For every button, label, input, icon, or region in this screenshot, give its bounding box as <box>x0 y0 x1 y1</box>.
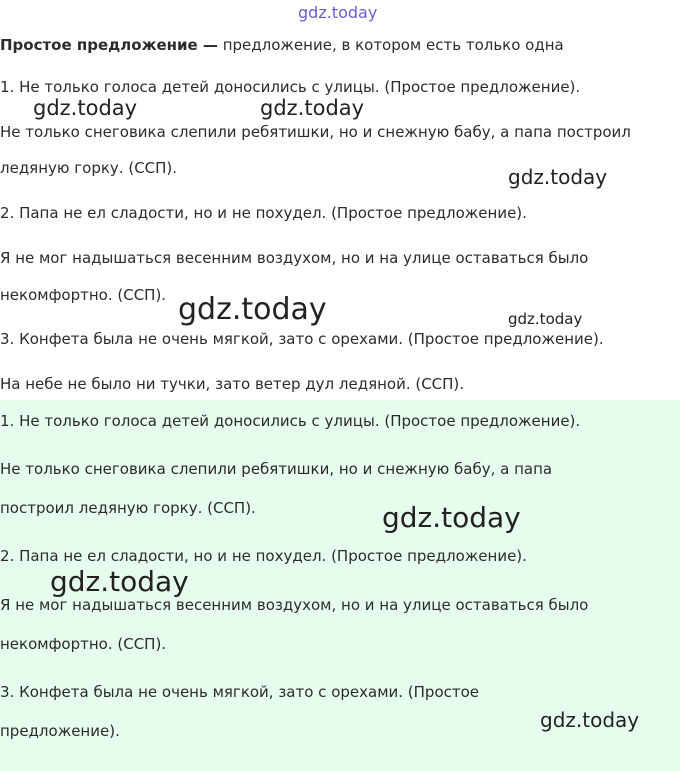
s1-line-2: Не только снеговика слепили ребятишки, но и снежную бабу, а папа построил <box>0 123 631 141</box>
s1-line-6: некомфортно. (ССП). <box>0 286 167 304</box>
definition-term: Простое предложение — <box>0 36 218 54</box>
s2-line-6: некомфортно. (ССП). <box>0 635 167 653</box>
watermark: gdz.today <box>540 708 640 732</box>
s2-line-7: 3. Конфета была не очень мягкой, зато с орехами. (Простое <box>0 683 480 701</box>
watermark: gdz.today <box>178 292 327 327</box>
s1-line-5: Я не мог надышаться весенним воздухом, но и на улице оставаться было <box>0 249 589 267</box>
s2-line-4: 2. Папа не ел сладости, но и не похудел. (Простое предложение). <box>0 547 527 565</box>
s2-line-8: предложение). <box>0 722 120 740</box>
definition-text: предложение, в котором есть только одна <box>222 36 564 54</box>
watermark-top: gdz.today <box>298 3 378 22</box>
watermark: gdz.today <box>50 565 189 598</box>
definition <box>0 35 564 55</box>
s2-line-2: Не только снеговика слепили ребятишки, но и снежную бабу, а папа <box>0 460 553 478</box>
s1-line-8: На небе не было ни тучки, зато ветер дул ледяной. (ССП). <box>0 375 465 393</box>
watermark: gdz.today <box>33 96 138 120</box>
s1-line-3: ледяную горку. (ССП). <box>0 159 178 177</box>
s2-line-3: построил ледяную горку. (ССП). <box>0 499 256 517</box>
watermark: gdz.today <box>260 96 365 120</box>
s1-line-1: 1. Не только голоса детей доносились с улицы. (Простое предложение). <box>0 78 581 96</box>
s1-line-4: 2. Папа не ел сладости, но и не похудел. (Простое предложение). <box>0 204 527 222</box>
watermark: gdz.today <box>382 501 521 534</box>
watermark: gdz.today <box>508 310 583 328</box>
s1-line-7: 3. Конфета была не очень мягкой, зато с орехами. (Простое предложение). <box>0 330 604 348</box>
s2-line-1: 1. Не только голоса детей доносились с улицы. (Простое предложение). <box>0 412 581 430</box>
watermark: gdz.today <box>508 165 608 189</box>
s2-line-5: Я не мог надышаться весенним воздухом, но и на улице оставаться было <box>0 596 589 614</box>
